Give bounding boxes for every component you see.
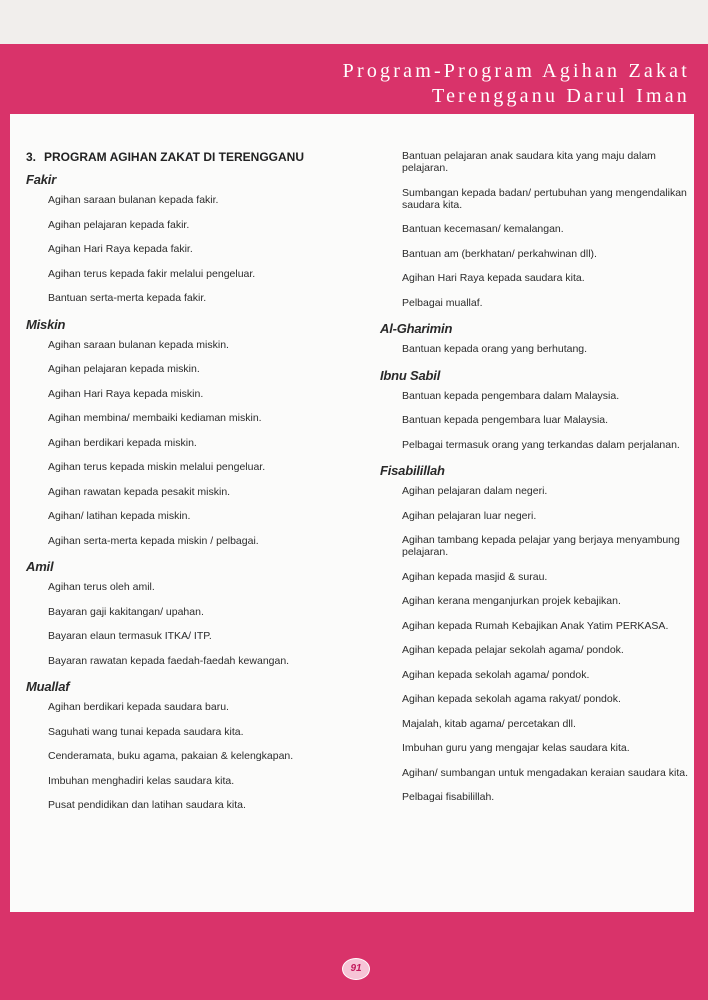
list-item: Agihan kepada sekolah agama rakyat/ pondok. — [402, 693, 621, 705]
list-item: Agihan membina/ membaiki kediaman miskin. — [48, 412, 262, 424]
list-item: Agihan pelajaran luar negeri. — [402, 509, 537, 522]
list-item: Cenderamata, buku agama, pakaian & kelengkapan. — [48, 750, 294, 762]
list-item: Bantuan am (berkhatan/ perkahwinan dll). — [402, 247, 597, 260]
list-item: Agihan terus kepada fakir melalui pengeluar. — [48, 267, 256, 280]
list-item: Agihan tambang kepada pelajar yang berjaya menyambung pelajaran. — [402, 534, 680, 558]
section-fisabilillah — [380, 463, 700, 803]
list-item: Bantuan kepada pengembara luar Malaysia. — [402, 414, 609, 426]
section-title: Al-Gharimin — [380, 321, 453, 336]
section-miskin — [26, 317, 356, 547]
left-column — [26, 150, 356, 824]
left-sections — [26, 172, 356, 811]
section-ibnu-sabil — [380, 368, 700, 451]
list-item: Agihan kepada pelajar sekolah agama/ pondok. — [402, 644, 624, 656]
list-item: Agihan berdikari kepada saudara baru. — [48, 701, 229, 713]
section-title: Muallaf — [26, 679, 70, 694]
section-title: Fisabilillah — [380, 463, 445, 478]
list-item: Sumbangan kepada badan/ pertubuhan yang mengendalikan saudara kita. — [402, 186, 687, 211]
list-item: Agihan terus kepada miskin melalui pengeluar. — [48, 461, 266, 473]
list-item: Agihan Hari Raya kepada fakir. — [48, 243, 193, 255]
footer-band — [0, 912, 708, 1000]
section-al-gharimin — [380, 321, 700, 355]
section-amil — [26, 559, 356, 667]
list-item: Agihan saraan bulanan kepada fakir. — [48, 194, 219, 206]
section-continued — [380, 150, 700, 309]
list-item: Imbuhan guru yang mengajar kelas saudara kita. — [402, 742, 630, 754]
list-item: Bayaran gaji kakitangan/ upahan. — [48, 605, 204, 618]
list-item: Agihan kepada sekolah agama/ pondok. — [402, 668, 590, 681]
section-fakir — [26, 172, 356, 304]
list-item: Agihan pelajaran dalam negeri. — [402, 485, 548, 497]
section-heading: PROGRAM AGIHAN ZAKAT DI TERENGGANU — [44, 150, 305, 164]
list-item: Pusat pendidikan dan latihan saudara kita. — [48, 799, 246, 811]
list-item: Agihan/ sumbangan untuk mengadakan keraian saudara kita. — [402, 766, 689, 779]
section-title: Ibnu Sabil — [380, 367, 441, 383]
list-item: Bayaran elaun termasuk ITKA/ ITP. — [48, 630, 212, 642]
header-title-line1: Program-Program Agihan Zakat — [342, 60, 690, 82]
right-column — [380, 150, 700, 816]
right-sections — [380, 150, 700, 803]
list-item: Agihan kepada Rumah Kebajikan Anak Yatim PERKASA. — [402, 619, 669, 632]
list-item: Agihan kerana menganjurkan projek kebajikan. — [402, 595, 621, 607]
list-item: Agihan saraan bulanan kepada miskin. — [48, 338, 229, 351]
section-number: 3. — [26, 150, 37, 164]
list-item: Agihan Hari Raya kepada miskin. — [48, 387, 204, 400]
list-item: Pelbagai fisabilillah. — [402, 791, 495, 803]
list-item: Agihan rawatan kepada pesakit miskin. — [48, 485, 231, 498]
section-title: Amil — [26, 559, 54, 574]
page-number: 91 — [342, 958, 370, 980]
list-item: Agihan kepada masjid & surau. — [402, 570, 548, 583]
list-item: Bantuan serta-merta kepada fakir. — [48, 292, 207, 304]
list-item: Agihan/ latihan kepada miskin. — [48, 510, 191, 522]
list-item: Agihan serta-merta kepada miskin / pelbagai. — [48, 534, 259, 547]
left-margin-bar — [0, 114, 10, 912]
list-item: Pelbagai muallaf. — [402, 296, 483, 309]
section-title: Miskin — [26, 316, 66, 332]
list-item: Bantuan kecemasan/ kemalangan. — [402, 223, 564, 235]
list-item: Imbuhan menghadiri kelas saudara kita. — [48, 774, 235, 787]
list-item: Agihan Hari Raya kepada saudara kita. — [402, 272, 585, 284]
page-title — [26, 150, 356, 164]
list-item: Saguhati wang tunai kepada saudara kita. — [48, 725, 244, 738]
header-title-line2: Terengganu Darul Iman — [432, 85, 690, 107]
list-item: Agihan pelajaran kepada miskin. — [48, 363, 200, 375]
list-item: Agihan berdikari kepada miskin. — [48, 436, 197, 449]
section-title: Fakir — [26, 172, 57, 187]
list-item: Bayaran rawatan kepada faedah-faedah kewangan. — [48, 654, 290, 667]
list-item: Bantuan kepada orang yang berhutang. — [402, 343, 588, 355]
list-item: Bantuan kepada pengembara dalam Malaysia. — [402, 389, 620, 402]
list-item: Agihan terus oleh amil. — [48, 581, 155, 593]
list-item: Pelbagai termasuk orang yang terkandas dalam perjalanan. — [402, 438, 680, 451]
list-item: Majalah, kitab agama/ percetakan dll. — [402, 717, 576, 730]
section-muallaf — [26, 679, 356, 811]
list-item: Bantuan pelajaran anak saudara kita yang maju dalam pelajaran. — [402, 150, 656, 174]
list-item: Agihan pelajaran kepada fakir. — [48, 218, 190, 231]
